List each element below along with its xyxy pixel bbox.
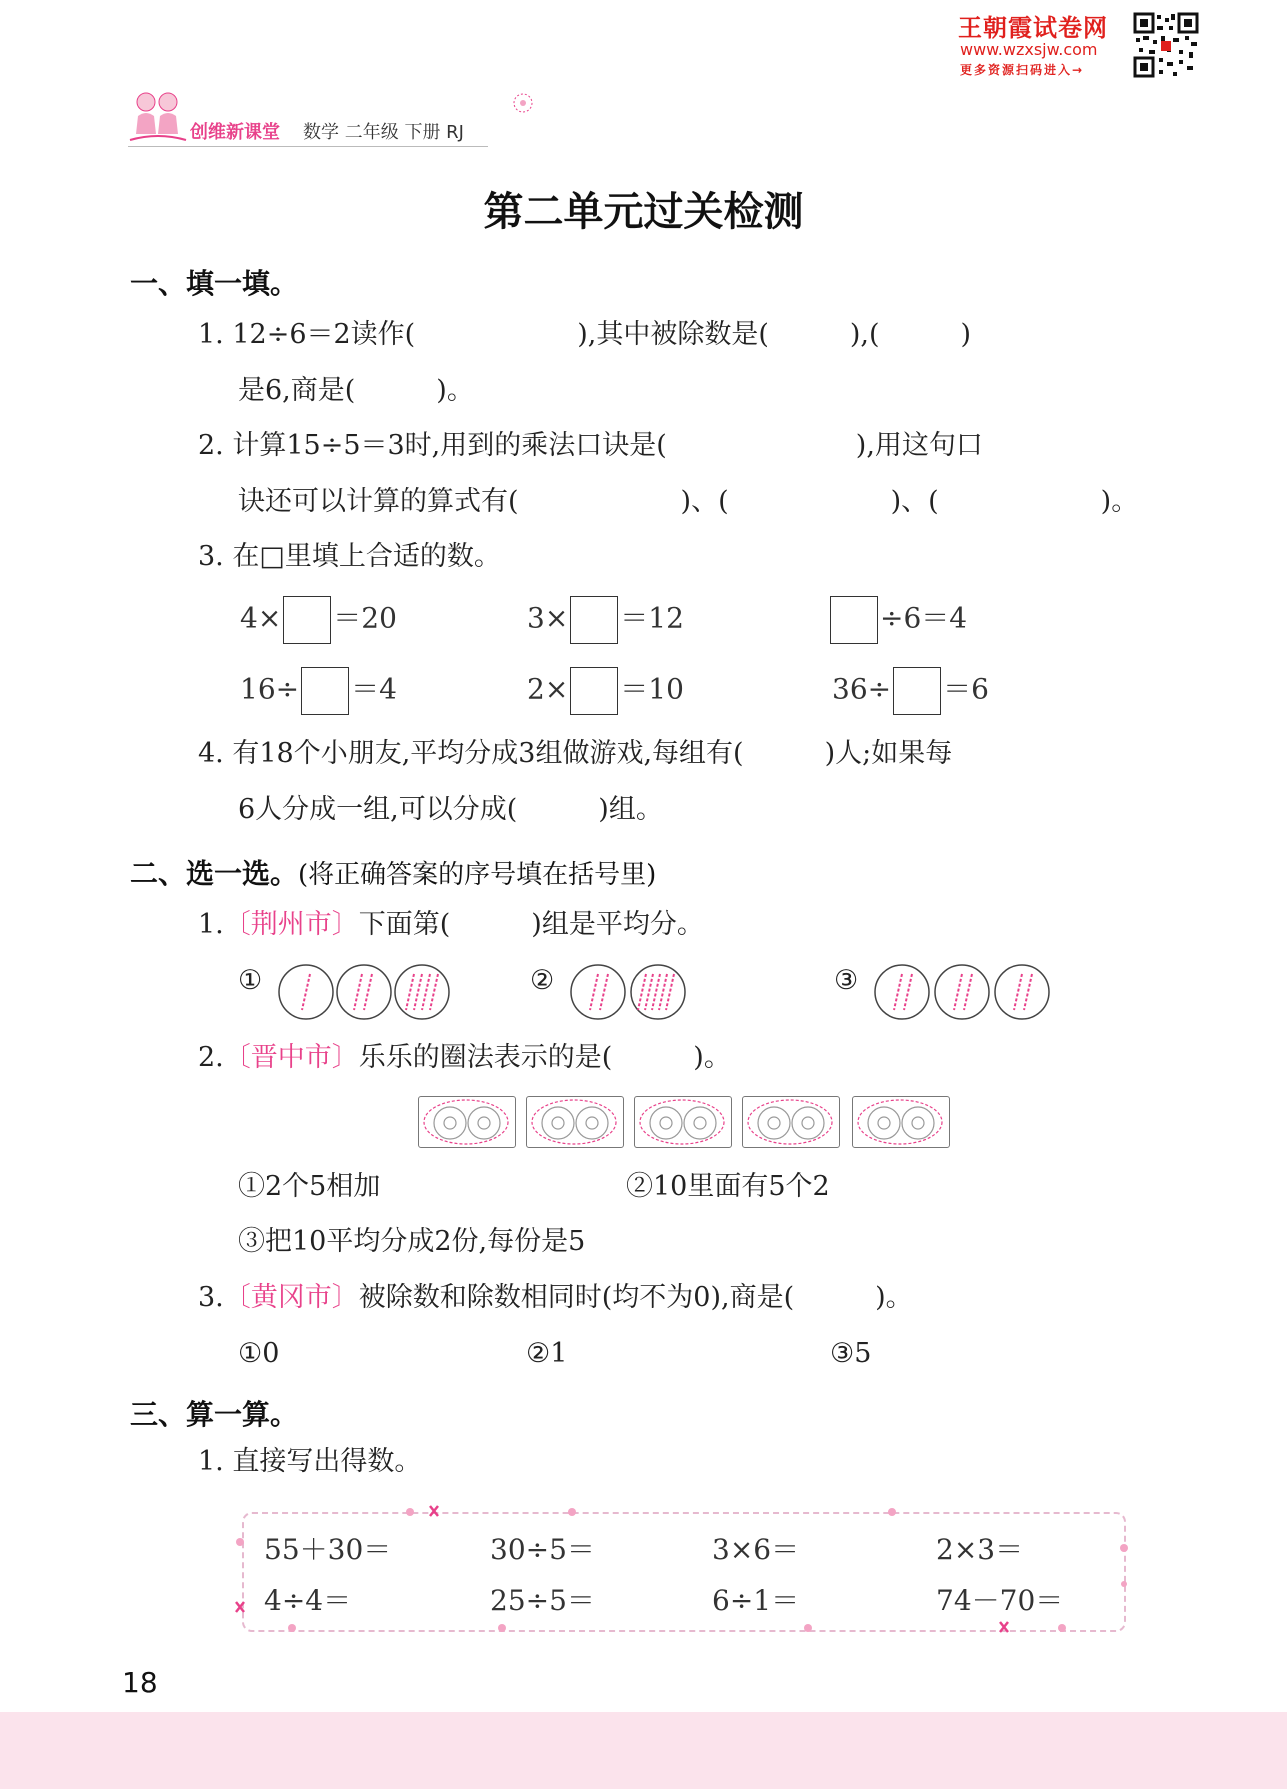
choice-2-3-c[interactable]: ③5 — [830, 1338, 872, 1369]
page-number: 18 — [122, 1666, 158, 1699]
header-divider — [128, 146, 488, 147]
choice-2-2-c[interactable]: ③把10平均分成2份,每份是5 — [238, 1226, 586, 1257]
calc-item: 2×3＝ — [936, 1533, 1024, 1566]
answer-box[interactable] — [830, 596, 878, 644]
source-tag: 〔晋中市〕 — [223, 1042, 359, 1073]
section-heading-calculate: 三、算一算。 — [130, 1398, 299, 1431]
flower-decoration-icon — [512, 92, 534, 114]
source-tag: 〔荆州市〕 — [223, 909, 359, 940]
choice-2-3-b[interactable]: ②1 — [526, 1338, 568, 1369]
sticks-group-1-icon — [276, 962, 458, 1022]
choice-2-2-a[interactable]: ①2个5相加 — [238, 1171, 381, 1202]
question-1-1-line1: 1. 12÷6＝2读作( ),其中被除数是( ),( ) — [198, 319, 972, 350]
answer-box[interactable] — [301, 667, 349, 715]
option-1-label[interactable]: ① — [238, 965, 263, 996]
source-tag: 〔黄冈市〕 — [223, 1282, 359, 1313]
calc-item: 4÷4＝ — [264, 1584, 352, 1617]
option-2-label[interactable]: ② — [530, 965, 555, 996]
question-1-4-line1: 4. 有18个小朋友,平均分成3组做游戏,每组有( )人;如果每 — [198, 738, 953, 769]
equation-3: ÷6＝4 — [828, 596, 967, 644]
calc-item: 6÷1＝ — [712, 1584, 800, 1617]
equation-2: 3× ＝12 — [527, 596, 684, 644]
choice-2-2-b[interactable]: ②10里面有5个2 — [626, 1171, 830, 1202]
calc-item: 55＋30＝ — [264, 1533, 392, 1566]
question-1-1-line2: 是6,商是( )。 — [238, 375, 474, 406]
footer-band — [0, 1712, 1287, 1789]
answer-box[interactable] — [283, 596, 331, 644]
sticks-group-3-icon — [872, 962, 1054, 1022]
calc-item: 30÷5＝ — [490, 1533, 595, 1566]
choice-2-3-a[interactable]: ①0 — [238, 1338, 280, 1369]
equation-6: 36÷ ＝6 — [832, 667, 989, 715]
section-heading-choose: 二、选一选。(将正确答案的序号填在括号里) — [130, 857, 657, 890]
watermark-url[interactable]: www.wzxsjw.com — [960, 40, 1098, 59]
equation-5: 2× ＝10 — [527, 667, 684, 715]
calc-item: 74－70＝ — [936, 1584, 1064, 1617]
header-book-info: 数学 二年级 下册 RJ — [303, 122, 464, 143]
answer-box[interactable] — [570, 596, 618, 644]
question-1-4-line2: 6人分成一组,可以分成( )组。 — [238, 794, 663, 825]
question-3-1-text: 1. 直接写出得数。 — [198, 1446, 422, 1477]
calc-item: 25÷5＝ — [490, 1584, 595, 1617]
calc-item: 3×6＝ — [712, 1533, 800, 1566]
sticks-group-2-icon — [568, 962, 692, 1022]
section-heading-fill: 一、填一填。 — [130, 267, 299, 300]
question-2-1: 1.〔荆州市〕下面第( )组是平均分。 — [198, 909, 704, 940]
question-2-2: 2.〔晋中市〕乐乐的圈法表示的是( )。 — [198, 1042, 731, 1073]
watermark-scan-text: 更多资源扫码进入→ — [960, 63, 1085, 77]
answer-box[interactable] — [893, 667, 941, 715]
watermark-title: 王朝霞试卷网 — [958, 14, 1108, 42]
question-2-3: 3.〔黄冈市〕被除数和除数相同时(均不为0),商是( )。 — [198, 1282, 913, 1313]
donut-pairs-icon — [418, 1096, 952, 1150]
answer-box[interactable] — [570, 667, 618, 715]
equation-4: 16÷ ＝4 — [240, 667, 397, 715]
header-brand: 创维新课堂 — [190, 122, 280, 143]
kids-logo-icon — [126, 88, 190, 148]
page-title: 第二单元过关检测 — [483, 189, 804, 235]
question-1-2-line1: 2. 计算15÷5＝3时,用到的乘法口诀是( ),用这句口 — [198, 430, 983, 461]
qr-code-icon[interactable] — [1133, 12, 1199, 78]
option-3-label[interactable]: ③ — [834, 965, 859, 996]
question-1-3-text: 3. 在□里填上合适的数。 — [198, 541, 501, 572]
equation-1: 4× ＝20 — [240, 596, 397, 644]
question-1-2-line2: 诀还可以计算的算式有( )、( )、( )。 — [238, 486, 1139, 517]
